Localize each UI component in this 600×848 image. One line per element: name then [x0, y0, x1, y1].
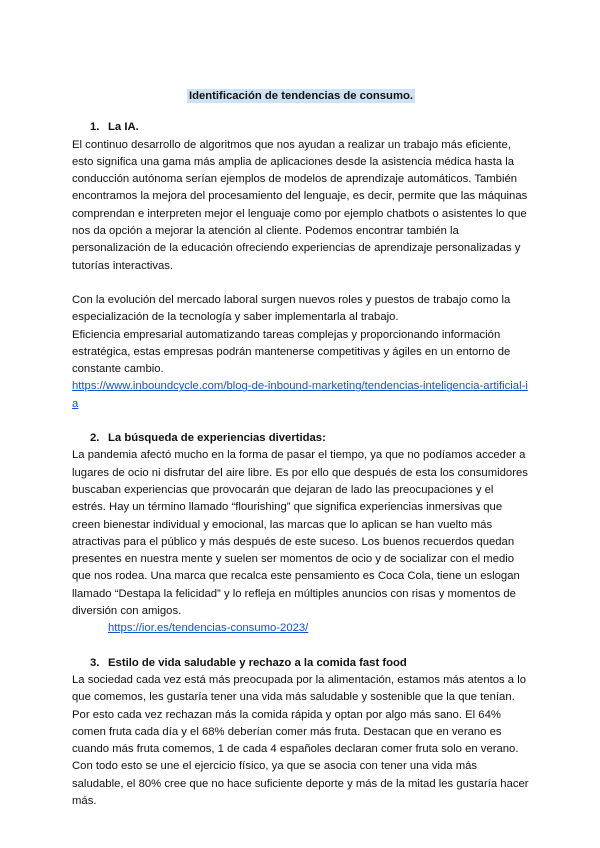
section-number: 2.: [90, 432, 100, 445]
section-heading-ia: [72, 119, 530, 136]
source-link[interactable]: https://www.inboundcycle.com/blog-de-inbound-marketing/tendencias-inteligencia-artificial-ia: [72, 380, 528, 410]
paragraph: Con la evolución del mercado laboral surgen nuevos roles y puestos de trabajo como la especialización de la tecnología y saber implementarla al trabajo.: [72, 293, 511, 324]
section-number: 1.: [90, 121, 100, 134]
paragraph: La pandemia afectó mucho en la forma de pasar el tiempo, ya que no podíamos acceder a lugares de ocio ni disfrutar del aire libre. Es por ello que después de esta los consumidores buscaban experiencias que provocarán que dejaran de lado las preocupaciones y el estrés. Hay un término llamado “flourishing” que significa experiencias inmersivas que creen bienestar individual y emocional, las marcas que lo aplican se han vuelto más atractivas para el público y más después de este suceso. Los buenos recuerdos quedan presentes en nuestra mente y suelen ser momentos de ocio y de socializar con el medio que nos rodea. Una marca que recalca este pensamiento es Coca Cola, tiene un eslogan llamado “Destapa la felicidad” y lo refleja en múltiples anuncios con risas y momentos de diversión con amigos.: [72, 449, 528, 618]
paragraph-spacer: [72, 275, 530, 292]
document-title: Identificación de tendencias de consumo.: [188, 90, 414, 102]
section-title: La búsqueda de experiencias divertidas:: [108, 432, 326, 445]
section-title: La IA.: [108, 121, 139, 134]
source-link[interactable]: https://ior.es/tendencias-consumo-2023/: [108, 622, 309, 635]
section-spacer: [72, 638, 530, 655]
section-heading-experiencias: [72, 430, 530, 447]
paragraph: Eficiencia empresarial automatizando tareas complejas y proporcionando información estratégica, estas empresas podrán mantenerse competitivas y ágiles en un entorno de constante cambio.: [72, 328, 511, 376]
section-number: 3.: [90, 656, 100, 669]
section-title: Estilo de vida saludable y rechazo a la comida fast food: [108, 656, 407, 669]
paragraph: El continuo desarrollo de algoritmos que nos ayudan a realizar un trabajo más eficiente, esto significa una gama más amplia de aplicaciones desde la asistencia médica hasta la conducción autónoma serían ejemplos de modelos de aprendizaje automáticos. También encontramos la mejora del procesamiento del lenguaje, es decir, permite que las máquinas comprendan e interpreten mejor el lenguaje como por ejemplo chatbots o asistentes lo que nos da opción a mejorar la atención al cliente. Podemos encontrar también la personalización de la educación ofreciendo experiencias de aprendizaje personalizadas y tutorías interactivas.: [72, 138, 528, 272]
document-body: [72, 88, 530, 810]
section-heading-saludable: [72, 655, 530, 672]
paragraph: La sociedad cada vez está más preocupada por la alimentación, estamos más atentos a lo que comemos, les gustaría tener una vida más saludable y sostenible que la que tenían. Por esto cada vez rechazan más la comida rápida y optan por algo más sano. El 64% comen fruta cada día y el 68% deberían comer más fruta. Destacan que en verano es cuando más fruta comemos, 1 de cada 4 españoles declaran comer fruta solo en verano. Con todo esto se une el ejercicio físico, ya que se asocia con tener una vida más saludable, el 80% cree que no hace suficiente deporte y más de la mitad les gustaría hacer más.: [72, 673, 529, 807]
section-spacer: [72, 413, 530, 430]
